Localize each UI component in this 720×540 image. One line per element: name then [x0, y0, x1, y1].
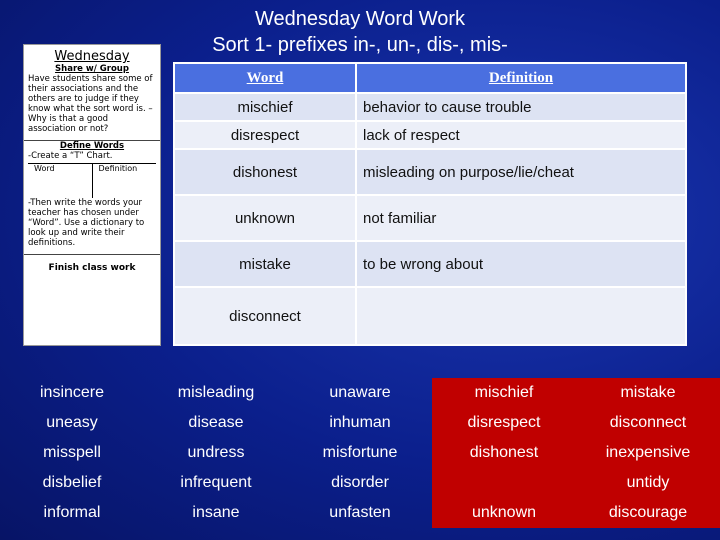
word-cell: disconnect — [174, 287, 356, 345]
sort-word: inexpensive — [576, 438, 720, 468]
sort-word: misleading — [177, 384, 255, 401]
t-chart-word: Word — [28, 164, 93, 198]
table-row — [174, 93, 686, 121]
sort-word: disease — [188, 414, 244, 431]
sort-word: uneasy — [46, 414, 98, 431]
share-title: Share w/ Group — [55, 64, 129, 74]
sort-word: infrequent — [180, 474, 252, 491]
sort-word: unknown — [432, 498, 576, 528]
card-divider-2 — [24, 254, 160, 255]
sort-word: disorder — [331, 474, 389, 491]
word-definition-table — [173, 62, 687, 346]
sort-word: mischief — [432, 378, 576, 408]
definition-cell: misleading on purpose/lie/cheat — [356, 149, 686, 195]
sort-word: undress — [187, 444, 245, 461]
sort-word: dishonest — [432, 438, 576, 468]
finish-text: Finish class work — [48, 263, 136, 273]
page-title — [160, 6, 560, 58]
definition-cell: not familiar — [356, 195, 686, 241]
table-row — [174, 241, 686, 287]
then-text: -Then write the words your teacher has chosen under “Word”. Use a dictionary to look up and write their definitions. — [28, 198, 145, 248]
table-row — [174, 287, 686, 345]
sort-word: insane — [192, 504, 240, 521]
table-row — [174, 149, 686, 195]
sort-word: misspell — [43, 444, 101, 461]
share-text: Have students share some of their associations and the others are to judge if they know what the sort word is. –Why is that a good association or not? — [28, 74, 153, 134]
definition-cell: to be wrong about — [356, 241, 686, 287]
sort-word: unfasten — [329, 504, 391, 521]
sort-word: informal — [43, 504, 101, 521]
table-row — [174, 121, 686, 149]
sort-word: inhuman — [329, 414, 391, 431]
word-cell: unknown — [174, 195, 356, 241]
sort-word: disconnect — [576, 408, 720, 438]
sort-word — [432, 468, 576, 498]
definition-cell: behavior to cause trouble — [356, 93, 686, 121]
sort-word: unaware — [329, 384, 391, 401]
header-word: Word — [174, 63, 356, 93]
header-definition: Definition — [356, 63, 686, 93]
card-heading: Wednesday — [54, 49, 130, 64]
word-sort-grid — [0, 378, 720, 528]
t-chart-definition: Definition — [98, 164, 138, 173]
sort-word: untidy — [576, 468, 720, 498]
sort-word: misfortune — [322, 444, 398, 461]
table-row — [174, 195, 686, 241]
t-chart — [28, 163, 156, 198]
definition-cell — [356, 287, 686, 345]
sort-word: mistake — [576, 378, 720, 408]
word-cell: mischief — [174, 93, 356, 121]
word-cell: mistake — [174, 241, 356, 287]
definition-cell: lack of respect — [356, 121, 686, 149]
sort-word: disbelief — [42, 474, 102, 491]
instructions-card — [23, 44, 161, 346]
sort-word: disrespect — [432, 408, 576, 438]
define-title: Define Words — [59, 141, 125, 151]
title-line-1: Wednesday Word Work — [254, 8, 466, 30]
define-text: -Create a “T” Chart. — [28, 151, 113, 161]
word-cell: dishonest — [174, 149, 356, 195]
title-line-2: Sort 1- prefixes in-, un-, dis-, mis- — [212, 34, 508, 56]
sort-word: insincere — [39, 384, 105, 401]
word-cell: disrespect — [174, 121, 356, 149]
sort-word: discourage — [576, 498, 720, 528]
